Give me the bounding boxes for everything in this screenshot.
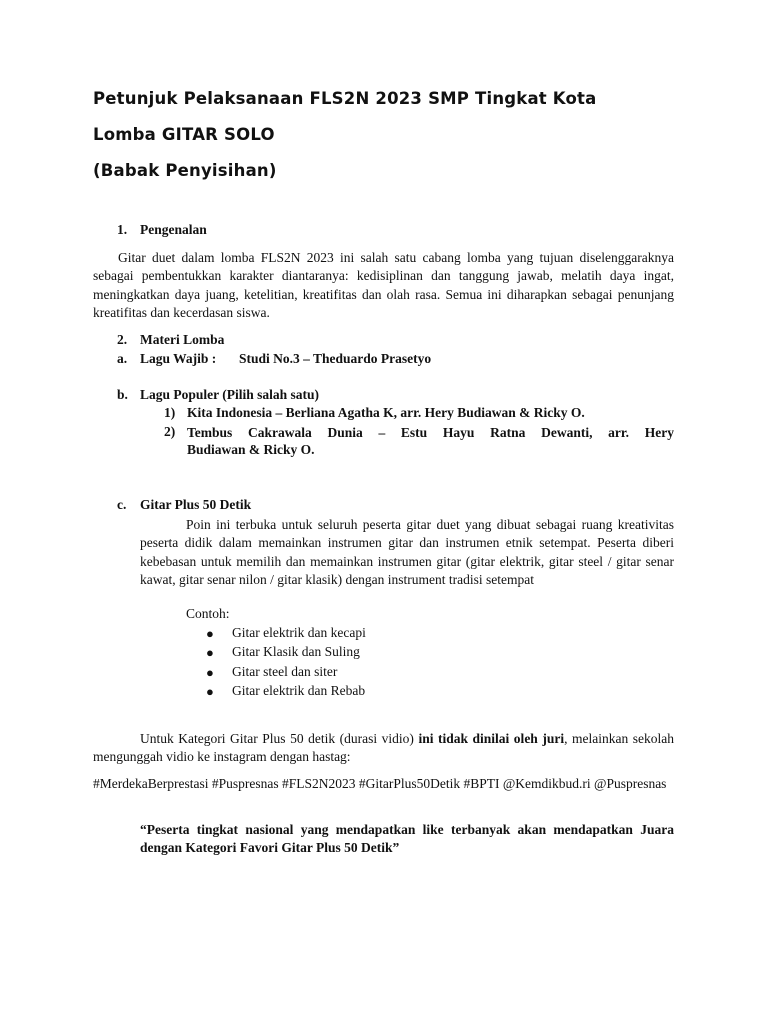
section-1-paragraph: Gitar duet dalam lomba FLS2N 2023 ini salah satu cabang lomba yang tujuan diselenggaraknya sebagai pembentukkan karakter diantaranya: kedisiplinan dan tanggung jawab, melatih daya ingat, meningkatkan daya juang, ketelitian, kreatifitas dan olah rasa. Semua ini diharapkan sebagai penunjang kreatifitas dan kecerdasan siswa. bbox=[93, 250, 674, 321]
section-1-number: 1. bbox=[117, 222, 128, 237]
item-c-paragraph: Poin ini terbuka untuk seluruh peserta gitar duet yang dibuat sebagai ruang kreativitas peserta didik dalam memainkan instrumen gitar dan instrumen etnik setempat. Peserta diberi kebebasan untuk memilih dan memainkan instrumen gitar (gitar elektrik, gitar steel / gitar senar kawat, gitar senar nilon / gitar klasik) dengan instrument tradisi setempat bbox=[140, 517, 674, 588]
example-item: Gitar elektrik dan Rebab bbox=[232, 683, 366, 698]
doc-title: Petunjuk Pelaksanaan FLS2N 2023 SMP Tingkat Kota bbox=[93, 89, 597, 108]
example-item: Gitar Klasik dan Suling bbox=[232, 644, 360, 659]
bullet-icon: ● bbox=[206, 626, 214, 641]
item-b-letter: b. bbox=[117, 387, 128, 402]
song-2-number: 2) bbox=[164, 424, 176, 439]
example-item: Gitar steel dan siter bbox=[232, 664, 338, 679]
bullet-icon: ● bbox=[206, 645, 214, 660]
song-1-text: Kita Indonesia – Berliana Agatha K, arr. Hery Budiawan & Ricky O. bbox=[187, 405, 585, 420]
bullet-icon: ● bbox=[206, 684, 214, 699]
item-a-letter: a. bbox=[117, 351, 128, 366]
section-2-number: 2. bbox=[117, 332, 128, 347]
item-b-label: Lagu Populer (Pilih salah satu) bbox=[140, 387, 320, 402]
song-2-text-line1: Tembus Cakrawala Dunia – Estu Hayu Ratna Dewanti, arr. Hery bbox=[187, 425, 674, 440]
bullet-icon: ● bbox=[206, 665, 214, 680]
section-2-title: Materi Lomba bbox=[140, 332, 225, 347]
examples-label: Contoh: bbox=[186, 606, 230, 621]
song-2-text-line2: Budiawan & Ricky O. bbox=[187, 442, 315, 457]
closing-paragraph bbox=[93, 730, 674, 767]
item-c-letter: c. bbox=[117, 497, 127, 512]
closing-emphasis: ini tidak dinilai oleh juri bbox=[418, 731, 565, 746]
song-1-number: 1) bbox=[164, 405, 176, 420]
closing-text-end: , melainkan sekolah mengunggah vidio ke instagram dengan hastag: bbox=[93, 731, 674, 765]
item-a-label: Lagu Wajib : bbox=[140, 351, 217, 366]
closing-quote: “Peserta tingkat nasional yang mendapatkan like terbanyak akan mendapatkan Juara dengan Kategori Favori Gitar Plus 50 Detik” bbox=[140, 822, 674, 856]
doc-stage: (Babak Penyisihan) bbox=[93, 161, 277, 180]
closing-text-start: Untuk Kategori Gitar Plus 50 detik (durasi vidio) bbox=[140, 731, 419, 746]
example-item: Gitar elektrik dan kecapi bbox=[232, 625, 366, 640]
doc-subtitle: Lomba GITAR SOLO bbox=[93, 125, 275, 144]
item-c-label: Gitar Plus 50 Detik bbox=[140, 497, 252, 512]
hashtag-list: #MerdekaBerprestasi #Puspresnas #FLS2N2023 #GitarPlus50Detik #BPTI @Kemdikbud.ri @Puspresnas bbox=[93, 776, 667, 791]
item-a-value: Studi No.3 – Theduardo Prasetyo bbox=[239, 351, 432, 366]
section-1-title: Pengenalan bbox=[140, 222, 207, 237]
